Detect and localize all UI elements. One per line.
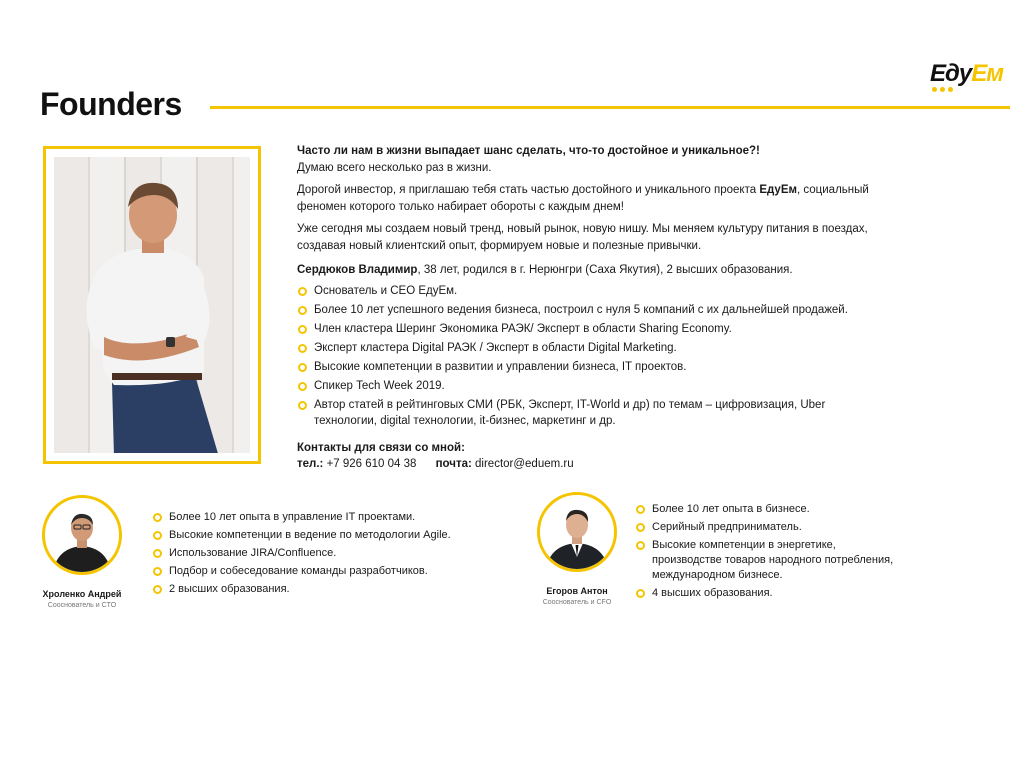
intro-p2-end: , социальный феномен которого только набирает обороты с каждым днем! bbox=[297, 184, 869, 213]
title-divider bbox=[210, 106, 1010, 109]
founder-intro bbox=[297, 143, 897, 473]
page-title: Founders bbox=[40, 86, 182, 122]
founder-name: Сердюков Владимир bbox=[297, 264, 418, 276]
cofounder-name: Егоров Антон bbox=[546, 586, 608, 596]
logo-text-part2: Ем bbox=[971, 60, 1003, 87]
list-item: Высокие компетенции в ведение по методологии Agile. bbox=[152, 528, 492, 543]
list-item: 2 высших образования. bbox=[152, 582, 492, 597]
list-item: Подбор и собеседование команды разработчиков. bbox=[152, 564, 492, 579]
cofounder-role: Сооснователь и CFO bbox=[542, 599, 612, 606]
portrait-photo-icon bbox=[54, 157, 250, 453]
intro-question: Часто ли нам в жизни выпадает шанс сделать, что-то достойное и уникальное?! bbox=[297, 145, 760, 157]
phone-label: тел.: bbox=[297, 458, 324, 470]
email-link[interactable]: director@eduem.ru bbox=[475, 458, 574, 470]
intro-paragraph-3: Уже сегодня мы создаем новый тренд, новый рынок, новую нишу. Мы меняем культуру питания в поездах, создавая новый клиентский опыт, формируем новые и полезные привычки. bbox=[297, 223, 868, 252]
cofounder-bullets bbox=[152, 510, 492, 600]
founder-bio-text: , 38 лет, родился в г. Нерюнгри (Саха Якутия), 2 высших образования. bbox=[417, 264, 793, 276]
person-icon bbox=[540, 495, 614, 569]
intro-brand: ЕдуЕм bbox=[759, 184, 797, 196]
list-item: Использование JIRA/Confluence. bbox=[152, 546, 492, 561]
cofounder-role: Сооснователь и CTO bbox=[47, 602, 117, 609]
list-item: Более 10 лет опыта в управление IT проектами. bbox=[152, 510, 492, 525]
logo-dots-icon bbox=[932, 87, 1000, 92]
list-item: Более 10 лет опыта в бизнесе. bbox=[635, 502, 895, 517]
contacts-heading: Контакты для связи со мной: bbox=[297, 441, 465, 454]
cofounder-bullets bbox=[635, 502, 895, 604]
intro-p2-start: Дорогой инвестор, я приглашаю тебя стать частью достойного и уникального проекта bbox=[297, 184, 760, 196]
phone-number[interactable]: +7 926 610 04 38 bbox=[326, 458, 417, 470]
intro-paragraph-2 bbox=[297, 182, 897, 215]
list-item: Высокие компетенции в развитии и управлении бизнеса, IT проектов. bbox=[297, 359, 897, 376]
list-item: Спикер Tech Week 2019. bbox=[297, 378, 897, 395]
list-item: Более 10 лет успешного ведения бизнеса, построил с нуля 5 компаний с их дальнейшей продажей. bbox=[297, 302, 897, 319]
avatar-cfo bbox=[537, 492, 617, 572]
contacts-block bbox=[297, 440, 897, 473]
company-logo bbox=[930, 60, 1003, 96]
email-label: почта: bbox=[435, 458, 472, 470]
list-item: Автор статей в рейтинговых СМИ (РБК, Эксперт, IT-World и др) по темам – цифровизация, Uber технологии, digital технологии, it-бизнес, маркетинг и др. bbox=[297, 397, 834, 430]
intro-answer: Думаю всего несколько раз в жизни. bbox=[297, 161, 492, 174]
list-item: Серийный предприниматель. bbox=[635, 520, 895, 535]
founder-bullets bbox=[297, 283, 897, 430]
founder-photo-frame bbox=[43, 146, 261, 464]
list-item: Высокие компетенции в энергетике, производстве товаров народного потребления, международном бизнесе. bbox=[635, 538, 895, 583]
cofounder-name: Хроленко Андрей bbox=[42, 589, 122, 599]
avatar-cto bbox=[42, 495, 122, 575]
contacts-line bbox=[297, 456, 897, 473]
person-icon bbox=[45, 498, 119, 572]
list-item: Член кластера Шеринг Экономика РАЭК/ Эксперт в области Sharing Economy. bbox=[297, 321, 897, 338]
intro-paragraph-1 bbox=[297, 143, 897, 176]
list-item: 4 высших образования. bbox=[635, 586, 895, 601]
founder-photo bbox=[54, 157, 250, 453]
founder-bio bbox=[297, 262, 897, 279]
list-item: Эксперт кластера Digital РАЭК / Эксперт в области Digital Marketing. bbox=[297, 340, 897, 357]
list-item: Основатель и CEO ЕдуЕм. bbox=[297, 283, 897, 300]
logo-text-part1: Еду bbox=[930, 60, 972, 87]
